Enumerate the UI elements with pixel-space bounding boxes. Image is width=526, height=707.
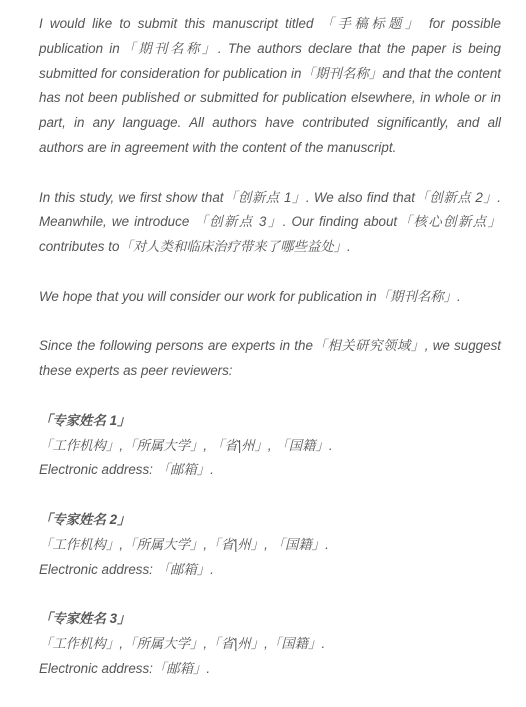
intro-paragraph: I would like to submit this manuscript titled 「手稿标题」 for possible publication in「期刊名称」. The authors declare that the paper is being submitted for consideration for publication in「期刊名称」and that the content has not been published or submitted for publication elsewhere, in whole or in part, in any language. All authors have contributed significantly, and all authors are in agreement with the content of the manuscript. (39, 16, 501, 155)
expert-affiliation: 「工作机构」,「所属大学」, 「省|州」, 「国籍」. (39, 437, 333, 453)
cover-letter (39, 12, 501, 682)
expert-affiliation: 「工作机构」,「所属大学」,「省|州」,「国籍」. (39, 635, 326, 651)
expert-block-3 (39, 607, 501, 681)
spacer (39, 161, 501, 186)
expert-email: Electronic address: 「邮箱」. (39, 462, 214, 478)
spacer (39, 483, 501, 508)
spacer (39, 260, 501, 285)
expert-name: 「专家姓名 1」 (39, 412, 131, 428)
expert-block-1 (39, 409, 501, 483)
expert-email: Electronic address: 「邮箱」. (39, 561, 214, 577)
spacer (39, 310, 501, 335)
expert-name: 「专家姓名 2」 (39, 511, 131, 527)
hope-paragraph: We hope that you will consider our work for publication in「期刊名称」. (39, 288, 461, 304)
spacer (39, 384, 501, 409)
experts-intro-paragraph: Since the following persons are experts in the「相关研究领域」, we suggest these experts as peer reviewers: (39, 338, 501, 379)
expert-affiliation: 「工作机构」,「所属大学」,「省|州」, 「国籍」. (39, 536, 329, 552)
study-paragraph: In this study, we first show that「创新点 1」. We also find that「创新点 2」. Meanwhile, we introduce 「创新点 3」. Our finding about「核心创新点」contributes to「对人类和临床治疗带来了哪些益处」. (39, 189, 501, 255)
expert-block-2 (39, 508, 501, 582)
spacer (39, 582, 501, 607)
expert-name: 「专家姓名 3」 (39, 611, 131, 627)
expert-email: Electronic address:「邮箱」. (39, 660, 211, 676)
